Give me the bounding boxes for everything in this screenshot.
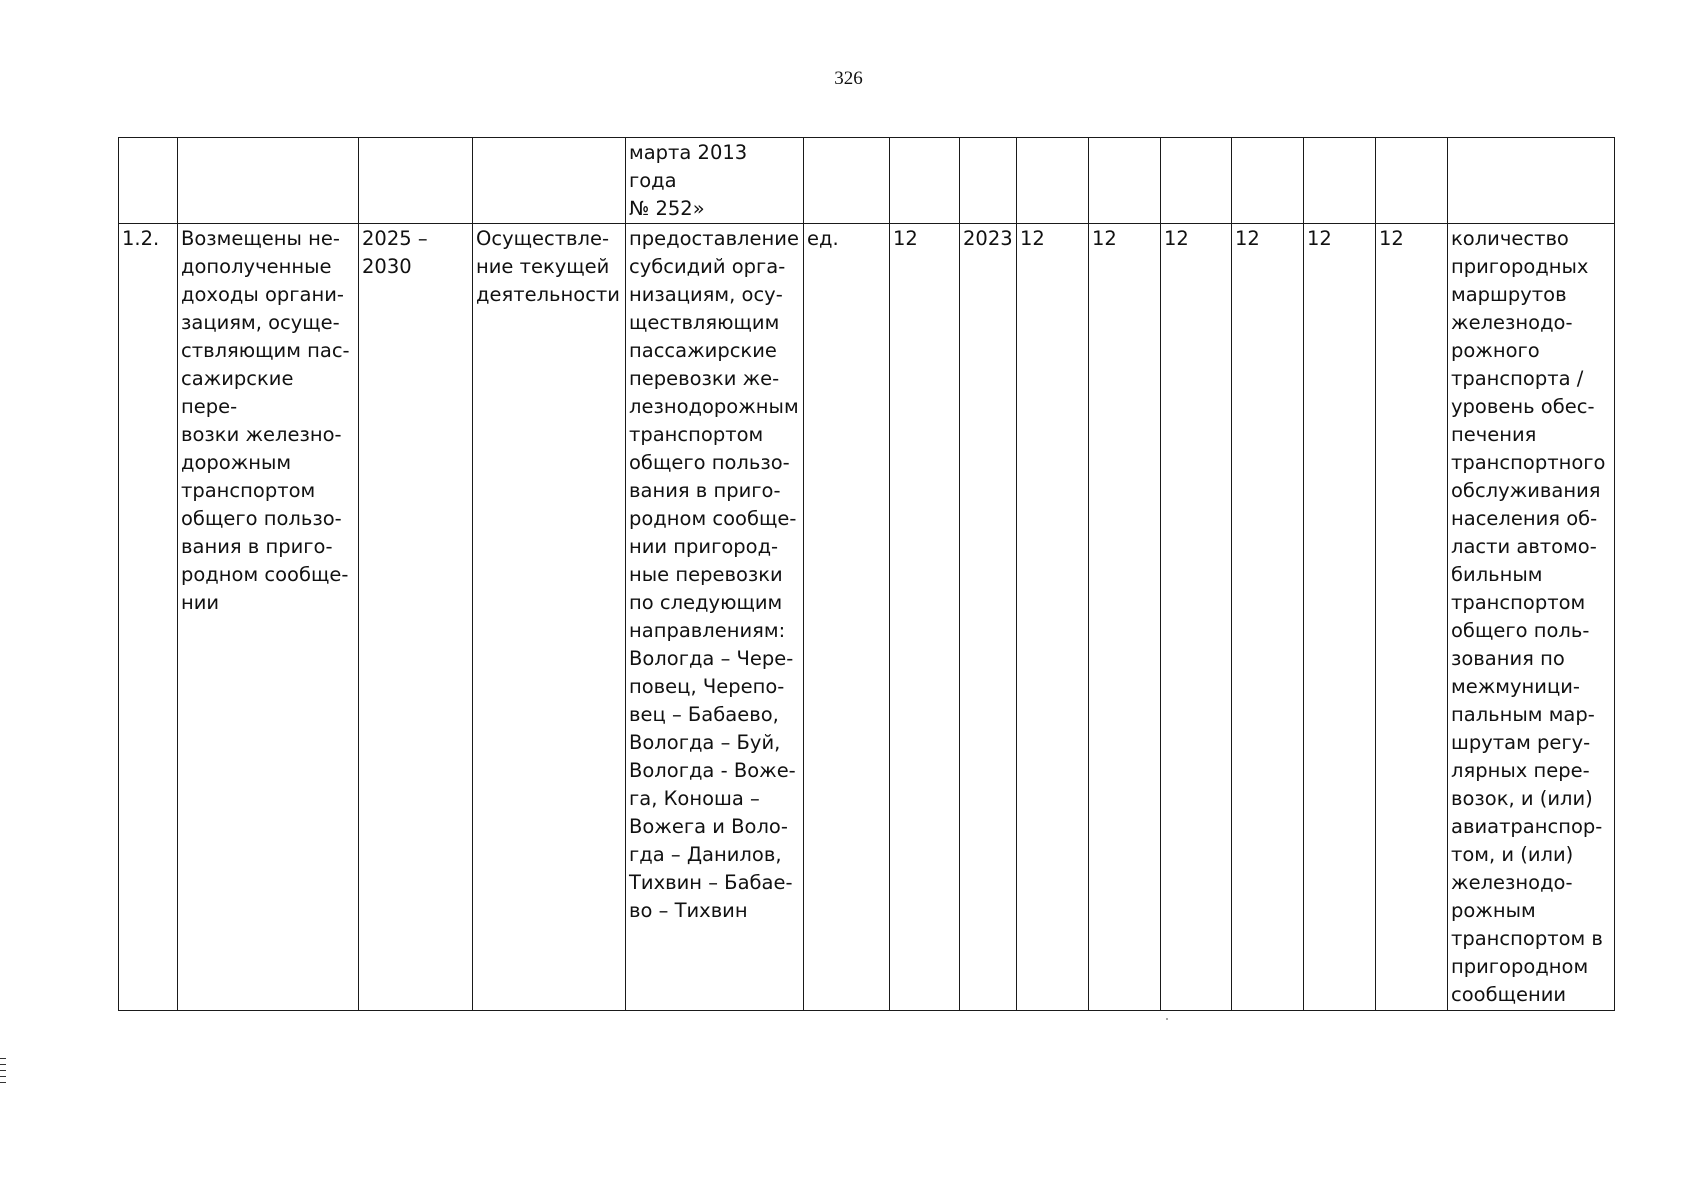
year-value: 12: [1232, 224, 1304, 1011]
continuation-row: [119, 138, 1615, 224]
table-row: [119, 224, 1615, 1011]
year-value: 12: [1017, 224, 1089, 1011]
year-value: 12: [1376, 224, 1448, 1011]
indicator-text: количество пригородных маршрутов железнодо- рожного транспорта / уровень обес- печения транспортного обслуживания населения об- ласти автомо- бильным транспортом общего поль- зования по межмуници- пальным мар- шрутам регу- лярных пере- возок, и (или) авиатранспор- том, и (или) железнодо- рожным транспортом в пригородном сообщении: [1448, 224, 1615, 1011]
cell-value: [1232, 138, 1304, 224]
cell-description: марта 2013 года № 252»: [626, 138, 804, 224]
scan-speck: [1166, 1018, 1168, 1020]
period-text: 2025 – 2030: [359, 224, 473, 1011]
cell-unit: [804, 138, 890, 224]
row-number: 1.2.: [119, 224, 178, 1011]
unit-text: ед.: [804, 224, 890, 1011]
scan-margin-marks: [0, 1058, 8, 1088]
cell-type: [473, 138, 626, 224]
year-value: 12: [1089, 224, 1161, 1011]
cell-value: [1376, 138, 1448, 224]
cell-indicator: [1448, 138, 1615, 224]
result-text: Возмещены не- дополученные доходы органи- зациям, осуще- ствляющим пас- сажирские пере- возки железно- дорожным транспортом общего пользо- вания в приго- родном сообще- нии: [178, 224, 359, 1011]
cell-result: [178, 138, 359, 224]
cell-value: [1161, 138, 1232, 224]
base-year: 2023: [960, 224, 1017, 1011]
program-table: [118, 137, 1615, 1011]
cell-base-year: [960, 138, 1017, 224]
year-value: 12: [1161, 224, 1232, 1011]
base-value: 12: [890, 224, 960, 1011]
cell-period: [359, 138, 473, 224]
page-number: 326: [834, 68, 863, 89]
cell-value: [1017, 138, 1089, 224]
cell-value: [1089, 138, 1161, 224]
year-value: 12: [1304, 224, 1376, 1011]
cell-number: [119, 138, 178, 224]
cell-base-value: [890, 138, 960, 224]
activity-type: Осуществле- ние текущей деятельности: [473, 224, 626, 1011]
cell-value: [1304, 138, 1376, 224]
description-text: предоставление субсидий орга- низациям, осу- ществляющим пассажирские перевозки же- лезнодорожным транспортом общего пользо- вания в приго- родном сообще- нии пригород- ные перевозки по следующим направлениям: Вологда – Чере- повец, Черепо- вец – Бабаево, Вологда – Буй, Вологда - Воже- га, Коноша – Вожега и Воло- гда – Данилов, Тихвин – Бабае- во – Тихвин: [626, 224, 804, 1011]
